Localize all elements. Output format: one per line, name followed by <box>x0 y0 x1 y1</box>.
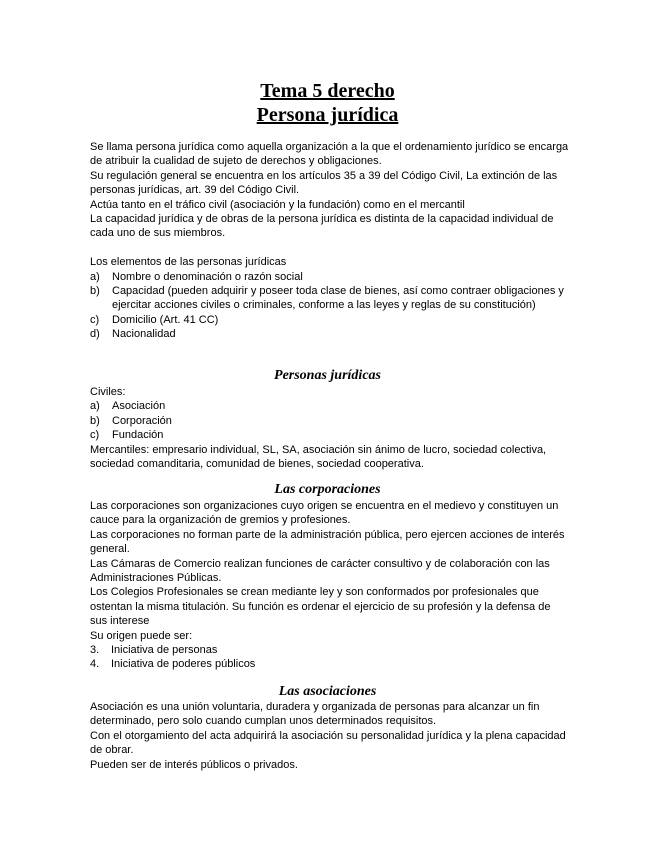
list-item <box>90 414 570 428</box>
document-subtitle: Persona jurídica <box>256 104 399 126</box>
elements-heading: Los elementos de las personas jurídicas <box>90 256 287 269</box>
list-marker: 4. <box>90 658 100 671</box>
intro-section <box>90 140 570 342</box>
mercantiles-paragraph: Mercantiles: empresario individual, SL, SA, asociación sin ánimo de lucro, sociedad colectiva, sociedad comanditaria, comunidad de bienes, sociedad cooperativa. <box>90 443 547 471</box>
list-item <box>90 399 570 413</box>
list-item <box>90 643 570 657</box>
list-marker: 3. <box>90 644 100 657</box>
asociaciones-paragraph: Con el otorgamiento del acta adquirirá la asociación su personalidad jurídica y la plena capacidad de obrar. <box>90 729 566 757</box>
list-item-text: Domicilio (Art. 41 CC) <box>112 313 219 326</box>
personas-section <box>90 385 570 471</box>
corporaciones-paragraph: Las corporaciones no forman parte de la administración pública, pero ejercen acciones de interés general. <box>90 528 565 556</box>
section-heading-corporaciones: Las corporaciones <box>274 482 381 497</box>
list-item-text: Nacionalidad <box>112 328 176 341</box>
corporaciones-paragraph: Los Colegios Profesionales se crean mediante ley y son conformados por profesionales que ostentan la misma titulación. Su función es ordenar el ejercicio de su profesión y la defensa de sus interese <box>90 586 551 628</box>
list-item <box>90 270 570 284</box>
civiles-label: Civiles: <box>90 386 126 398</box>
intro-paragraph: Actúa tanto en el tráfico civil (asociación y la fundación) como en el mercantil <box>90 198 465 211</box>
asociaciones-paragraph: Pueden ser de interés públicos o privados. <box>90 758 298 771</box>
section-heading-asociaciones: Las asociaciones <box>278 684 377 699</box>
list-item <box>90 313 570 327</box>
list-marker: a) <box>90 400 100 413</box>
intro-paragraph: Se llama persona jurídica como aquella organización a la que el ordenamiento jurídico se encarga de atribuir la cualidad de sujeto de derechos y obligaciones. <box>90 141 569 168</box>
list-marker: a) <box>90 270 100 283</box>
corporaciones-section <box>90 499 570 672</box>
list-item-text: Asociación <box>112 400 166 413</box>
intro-paragraph: La capacidad jurídica y de obras de la persona jurídica es distinta de la capacidad individual de cada uno de sus miembros. <box>90 213 554 240</box>
list-marker: b) <box>90 414 100 427</box>
section-heading-personas: Personas jurídicas <box>274 368 381 383</box>
document-title: Tema 5 derecho <box>260 80 395 102</box>
list-item-text: Corporación <box>112 414 172 427</box>
corporaciones-paragraph: Las Cámaras de Comercio realizan funciones de carácter consultivo y de colaboración con las Administraciones Públicas. <box>90 557 550 585</box>
list-item-text: Iniciativa de poderes públicos <box>111 658 256 671</box>
asociaciones-section <box>90 700 570 772</box>
list-marker: b) <box>90 285 100 298</box>
list-marker: d) <box>90 328 100 341</box>
list-marker: c) <box>90 429 100 442</box>
list-item <box>90 327 570 341</box>
list-item-text: Capacidad (pueden adquirir y poseer toda clase de bienes, así como contraer obligaciones y ejercitar acciones civiles o criminales, conforme a las leyes y reglas de su constitución) <box>112 285 564 312</box>
list-item-text: Nombre o denominación o razón social <box>112 270 303 283</box>
list-marker: c) <box>90 313 100 326</box>
list-item <box>90 284 570 313</box>
list-item <box>90 428 570 442</box>
intro-paragraph: Su regulación general se encuentra en los artículos 35 a 39 del Código Civil, La extinción de las personas jurídicas, art. 39 del Código Civil. <box>90 169 558 197</box>
list-item <box>90 657 570 671</box>
asociaciones-paragraph: Asociación es una unión voluntaria, duradera y organizada de personas para alcanzar un fin determinado, pero solo cuando cumplan unos determinados requisitos. <box>90 701 540 728</box>
list-item-text: Iniciativa de personas <box>111 644 218 657</box>
list-item-text: Fundación <box>112 429 164 442</box>
corporaciones-paragraph: Su origen puede ser: <box>90 629 193 642</box>
corporaciones-paragraph: Las corporaciones son organizaciones cuyo origen se encuentra en el medievo y constituyen un cauce para la organización de gremios y profesiones. <box>90 500 559 527</box>
